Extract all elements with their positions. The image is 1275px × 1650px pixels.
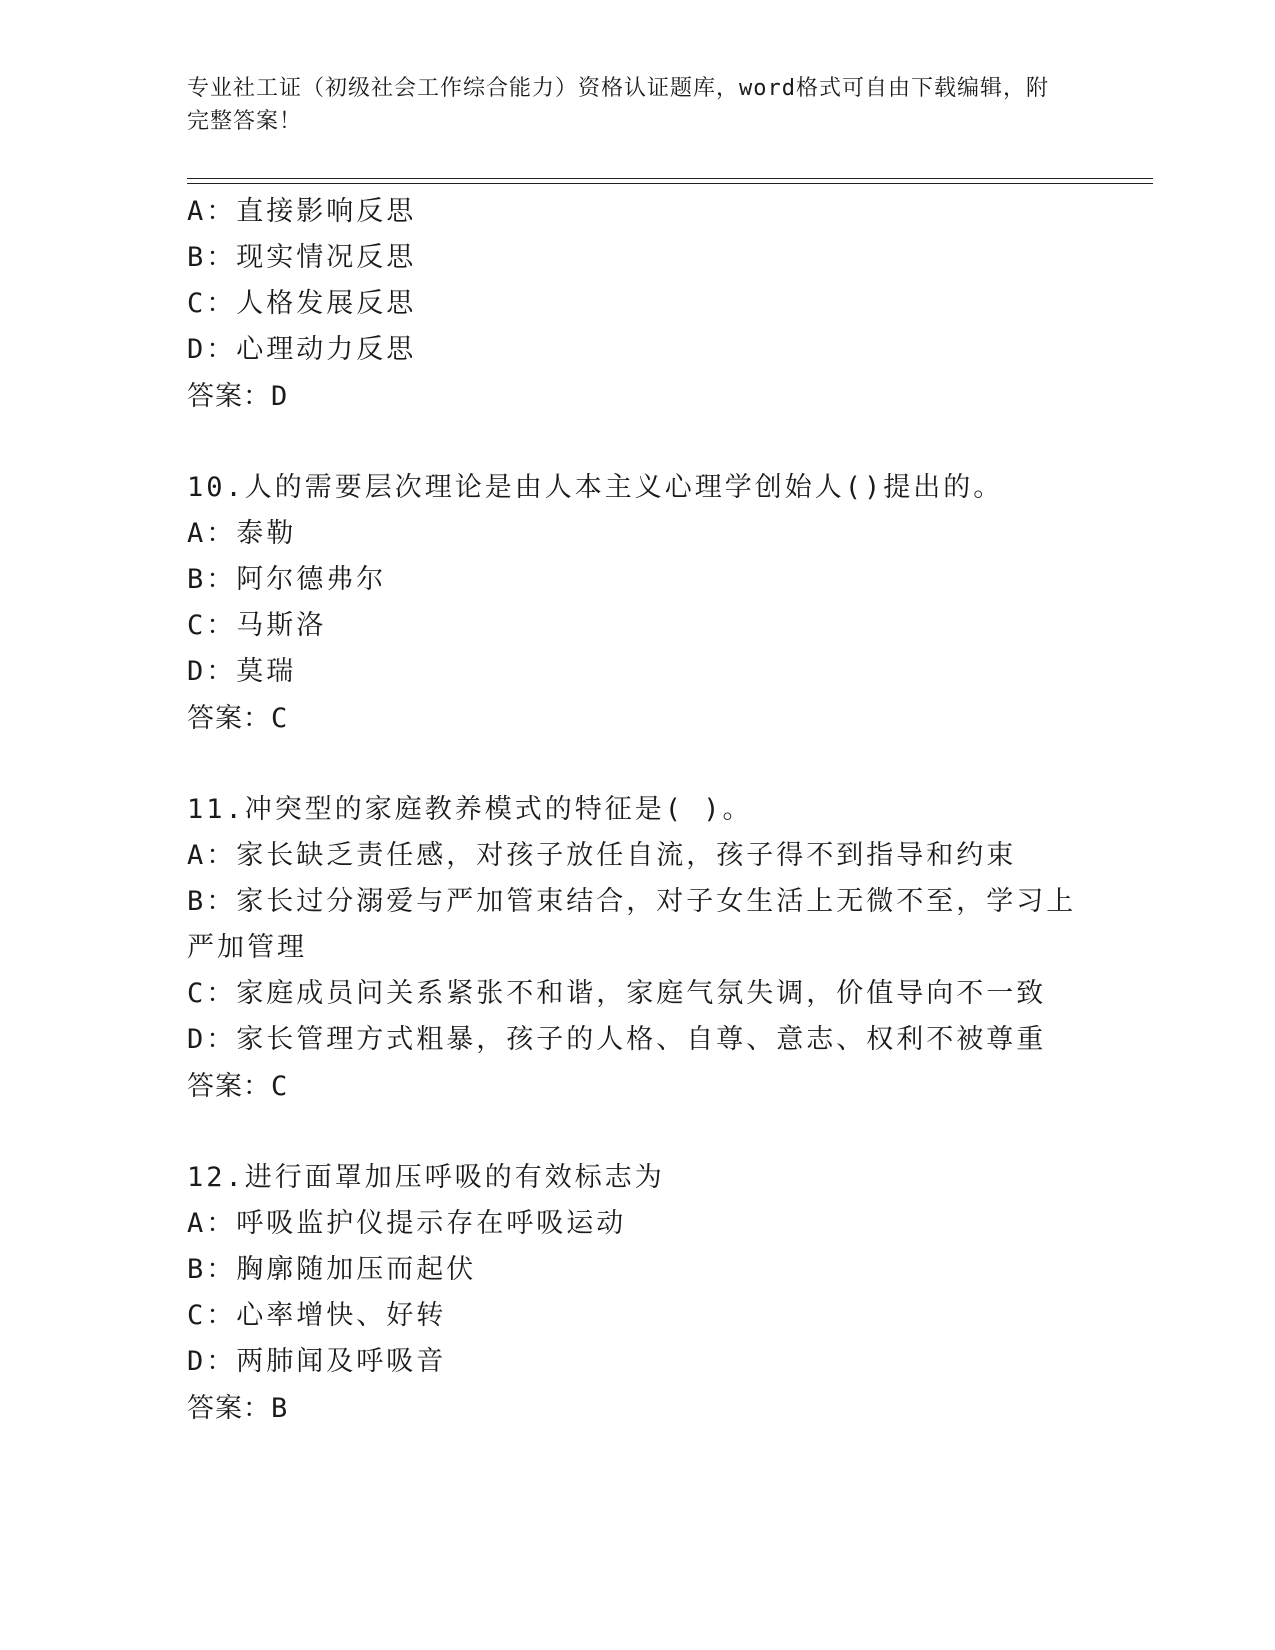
option-c: C：心率增快、好转 <box>187 1300 447 1331</box>
answer-value: D <box>271 381 288 412</box>
option-b: B：阿尔德弗尔 <box>187 564 387 595</box>
option-b: B：胸廓随加压而起伏 <box>187 1254 477 1285</box>
answer-value: B <box>271 1393 288 1424</box>
option-b: B：家长过分溺爱与严加管束结合，对子女生活上无微不至，学习上严加管理 <box>187 886 1077 963</box>
option-a: A：直接影响反思 <box>187 196 417 227</box>
answer-line <box>187 695 1087 742</box>
answer-label: 答案： <box>187 381 271 411</box>
option-a: A：家长缺乏责任感，对孩子放任自流，孩子得不到指导和约束 <box>187 840 1017 871</box>
answer-value: C <box>271 703 288 734</box>
answer-line <box>187 373 1087 420</box>
option-d: D：两肺闻及呼吸音 <box>187 1346 447 1377</box>
question-stem: 11.冲突型的家庭教养模式的特征是( )。 <box>187 794 753 825</box>
question-block <box>187 189 1087 420</box>
question-list <box>187 189 1087 1432</box>
option-a: A：呼吸监护仪提示存在呼吸运动 <box>187 1208 627 1239</box>
document-header: 专业社工证（初级社会工作综合能力）资格认证题库，word格式可自由下载编辑，附完整答案！ <box>187 76 1049 134</box>
question-block <box>187 787 1087 1110</box>
spacer <box>187 420 1087 465</box>
question-stem: 12.进行面罩加压呼吸的有效标志为 <box>187 1162 665 1193</box>
spacer <box>187 742 1087 787</box>
option-c: C：马斯洛 <box>187 610 327 641</box>
answer-line <box>187 1063 1087 1110</box>
option-d: D：心理动力反思 <box>187 334 417 365</box>
option-d: D：家长管理方式粗暴，孩子的人格、自尊、意志、权利不被尊重 <box>187 1024 1047 1055</box>
header-divider <box>187 178 1153 184</box>
answer-label: 答案： <box>187 703 271 733</box>
answer-label: 答案： <box>187 1071 271 1101</box>
spacer <box>187 1110 1087 1155</box>
question-block <box>187 465 1087 742</box>
option-b: B：现实情况反思 <box>187 242 417 273</box>
answer-line <box>187 1385 1087 1432</box>
question-block <box>187 1155 1087 1432</box>
answer-label: 答案： <box>187 1393 271 1423</box>
option-d: D：莫瑞 <box>187 656 297 687</box>
question-stem: 10.人的需要层次理论是由人本主义心理学创始人()提出的。 <box>187 472 1004 503</box>
option-c: C：家庭成员问关系紧张不和谐，家庭气氛失调，价值导向不一致 <box>187 978 1047 1009</box>
answer-value: C <box>271 1071 288 1102</box>
option-c: C：人格发展反思 <box>187 288 417 319</box>
option-a: A：泰勒 <box>187 518 297 549</box>
